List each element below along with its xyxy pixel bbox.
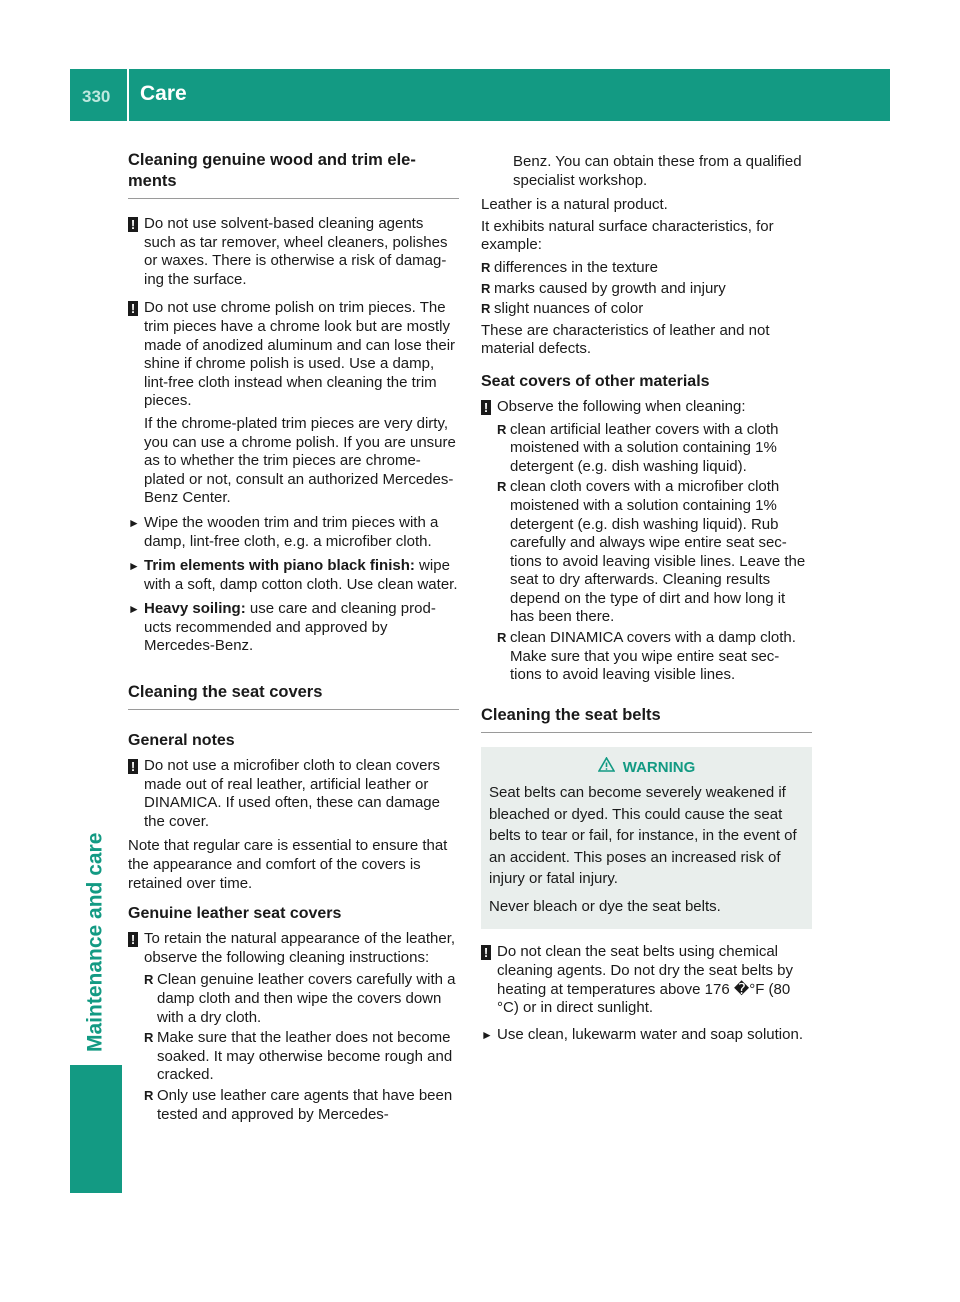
bullet-icon: R [481,301,491,317]
list-item: R clean artificial leather covers with a cloth moistened with a solution containing 1% detergent (e.g. dish washing liquid). [497,420,779,475]
bullet-icon: R [497,421,507,437]
chapter-label: Maintenance and care [83,832,107,1052]
caution-note: ! To retain the natural appearance of the leather, observe the following cleaning instructions: R Clean genuine leather covers carefully with a damp cloth and then wipe the covers down with a dry cloth. R Make sure that the leather does not become soaked. It may otherwise become rough and cracked. R Only use leather care agents that have been tested and approved by Mercedes- [128,930,459,1124]
heading-wood-trim: Cleaning genuine wood and trim ele- ments [128,150,459,199]
exclamation-icon: ! [128,932,138,947]
paragraph: These are characteristics of leather and not material defects. [481,321,770,358]
caution-note: ! Do not use chrome polish on trim pieces. The trim pieces have a chrome look but are mostly made of anodized aluminum and can lose their shine if chrome polish is used. Use a damp, lint-free cloth instead when cleaning the trim pieces. If the chrome-plated trim pieces are very dirty, you can use a chrome polish. If you are unsure as to whether the trim pieces are chrome-plated or not, consult an authorized Mercedes-Benz Center. [128,299,459,508]
header-divider [127,69,129,121]
chapter-tab [70,1065,122,1193]
paragraph: It exhibits natural surface characteristics, for example: [481,217,774,254]
header-bar [70,69,890,121]
instruction-step: ► Heavy soiling: use care and cleaning prod- ucts recommended and approved by Mercedes-Benz. [128,600,436,655]
arrow-right-icon: ► [128,515,140,530]
instruction-step: ► Wipe the wooden trim and trim pieces with a damp, lint-free cloth, e.g. a microfiber cloth. [128,513,439,550]
right-column [481,153,812,1044]
list-item: R differences in the texture [481,258,658,276]
bullet-icon: R [497,479,507,495]
left-column [128,150,459,1124]
subheading-general-notes: General notes [128,732,235,750]
bullet-list [497,421,812,685]
caution-note: ! Do not use solvent-based cleaning agents such as tar remover, wheel cleaners, polishes or waxes. There is otherwise a risk of damag- ing the surface. [128,215,459,289]
bullet-icon: R [144,972,154,988]
instruction-step: ► Use clean, lukewarm water and soap solution. [481,1025,803,1043]
exclamation-icon: ! [128,217,138,232]
instruction-step: ► Trim elements with piano black finish: wipe with a soft, damp cotton cloth. Use clean water. [128,557,458,593]
bullet-icon: R [481,259,491,275]
heading-seat-belts: Cleaning the seat belts [481,705,812,733]
caution-note: ! Observe the following when cleaning: R clean artificial leather covers with a cloth moistened with a solution containing 1% detergent (e.g. dish washing liquid). R clean cloth covers with a microfiber cloth moistened with a solution containing 1% detergent (e.g. dish washing liquid). Rub carefully and always wipe entire seat sec- tions to avoid leaving visible lines. Leave the seat to dry afterwards. Cleaning results depend on the type of dirt and how long it has been there. R clean DINAMICA covers with a damp cloth. Make sure that you wipe entire seat sec- tions to avoid leaving visible lines. [481,398,812,685]
list-item: R marks caused by growth and injury [481,279,726,297]
caution-note: ! Do not use a microfiber cloth to clean covers made out of real leather, artificial leather or DINAMICA. If used often, these can damage the cover. [128,757,459,831]
section-title: Care [140,82,187,105]
subheading-leather: Genuine leather seat covers [128,905,342,923]
paragraph: Leather is a natural product. [481,196,668,214]
warning-box: WARNING Seat belts can become severely weakened if bleached or dyed. This could cause the seat belts to tear or fail, for instance, in the event of an accident. This poses an increased risk of injury or fatal injury. Never bleach or dye the seat belts. [481,747,812,930]
list-item: R clean DINAMICA covers with a damp cloth. Make sure that you wipe entire seat sec- tions to avoid leaving visible lines. [497,629,796,684]
warning-triangle-icon [598,757,615,779]
heading-seat-covers: Cleaning the seat covers [128,682,459,710]
caution-note: ! Do not clean the seat belts using chemical cleaning agents. Do not dry the seat belts by heating at temperatures above 176 �°F (80 °C) or in direct sunlight. [481,943,812,1017]
list-item: R Clean genuine leather covers carefully with a damp cloth and then wipe the covers down with a dry cloth. [144,971,456,1026]
bullet-icon: R [144,1087,154,1103]
subheading-other-materials: Seat covers of other materials [481,372,710,390]
arrow-right-icon: ► [128,559,140,574]
exclamation-icon: ! [481,945,491,960]
exclamation-icon: ! [128,301,138,316]
bullet-list [144,971,459,1124]
page-number: 330 [82,87,111,106]
bullet-icon: R [497,630,507,646]
list-item: R Make sure that the leather does not become soaked. It may otherwise become rough and cracked. [144,1029,453,1084]
bullet-icon: R [481,280,491,296]
continued-text: Benz. You can obtain these from a qualified specialist workshop. [513,153,802,189]
arrow-right-icon: ► [481,1027,493,1042]
exclamation-icon: ! [481,400,491,415]
list-item: R clean cloth covers with a microfiber cloth moistened with a solution containing 1% detergent (e.g. dish washing liquid). Rub carefully and always wipe entire seat sec- tions to avoid leaving visible lines. Leave the seat to dry afterwards. Cleaning results depend on the type of dirt and how long it has been there. [497,478,806,626]
bullet-list [481,259,812,319]
paragraph: Note that regular care is essential to ensure that the appearance and comfort of the covers is retained over time. [128,837,448,892]
list-item: R slight nuances of color [481,300,644,318]
warning-heading: WARNING [489,757,804,779]
arrow-right-icon: ► [128,602,140,617]
bullet-icon: R [144,1030,154,1046]
list-item: R Only use leather care agents that have been tested and approved by Mercedes- [144,1086,453,1123]
exclamation-icon: ! [128,759,138,774]
